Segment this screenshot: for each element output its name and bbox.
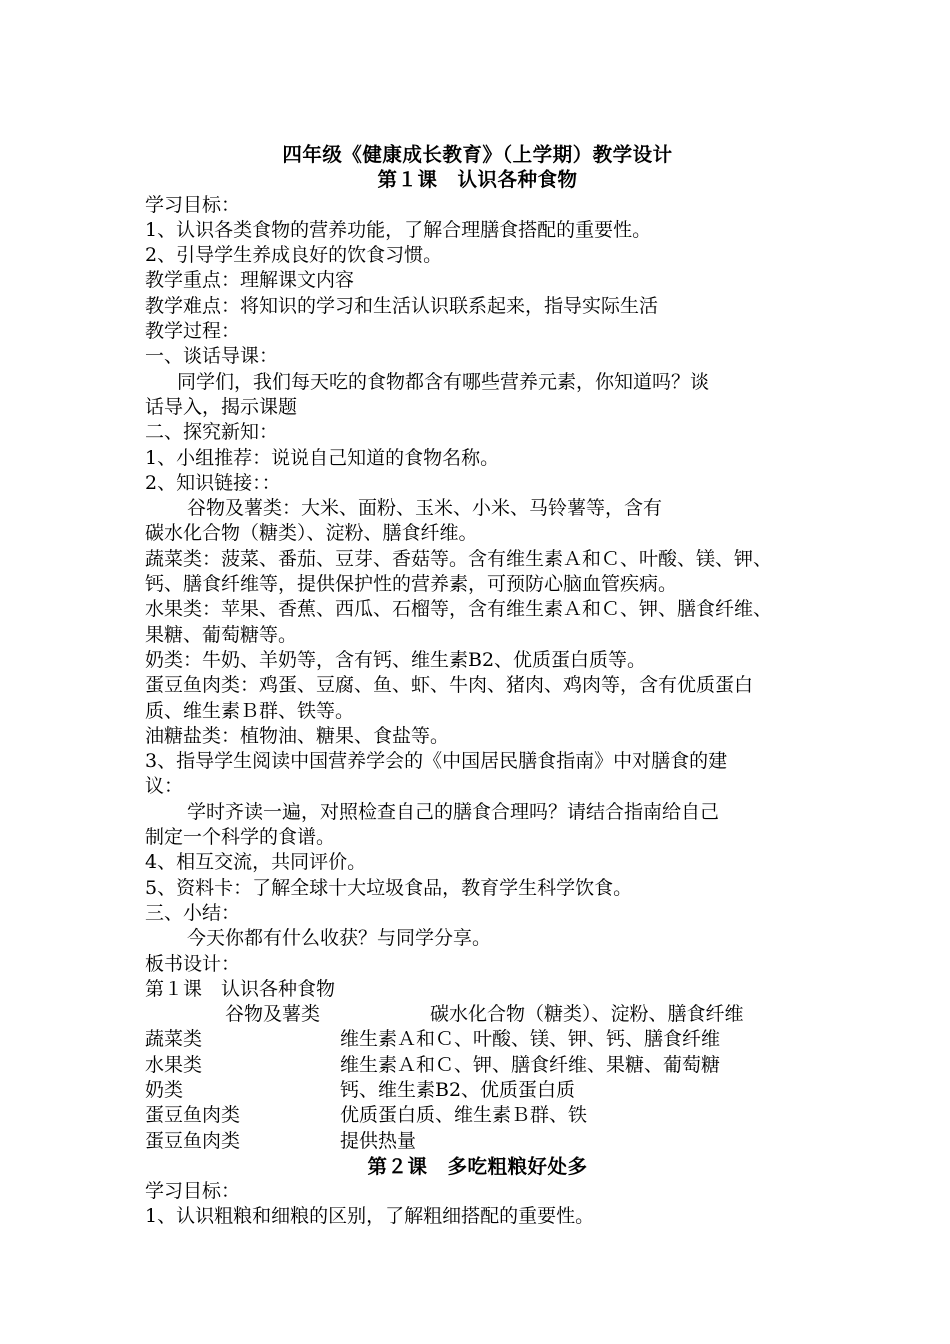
part1-text-line1: 同学们，我们每天吃的食物都含有哪些营养元素，你知道吗？谈	[177, 370, 710, 393]
fruits-line1: 水果类：苹果、香蕉、西瓜、石榴等，含有维生素Ａ和Ｃ、钾、膳食纤维、	[145, 598, 773, 621]
board-label: 板书设计：	[145, 952, 241, 975]
board-row-nutrients: 维生素Ａ和Ｃ、钾、膳食纤维、果糖、葡萄糖	[340, 1053, 721, 1076]
step-3-text-line2: 制定一个科学的食谱。	[145, 826, 336, 849]
document-title: 四年级《健康成长教育》（上学期）教学设计	[282, 143, 673, 166]
oil-line: 油糖盐类：植物油、糖果、食盐等。	[145, 724, 450, 747]
board-row	[145, 1103, 810, 1128]
step-4: 4、相互交流，共同评价。	[145, 851, 367, 874]
part2-label: 二、探究新知：	[145, 421, 279, 444]
board-row-nutrients: 碳水化合物（糖类）、淀粉、膳食纤维	[430, 1003, 744, 1026]
board-row-category: 奶类	[145, 1078, 184, 1101]
vegetables-line1: 蔬菜类：菠菜、番茄、豆芽、香菇等。含有维生素Ａ和Ｃ、叶酸、镁、钾、	[145, 547, 773, 570]
board-row	[145, 1027, 810, 1052]
part1-text-line2: 话导入，揭示课题	[145, 395, 298, 418]
step-1: 1、小组推荐：说说自己知道的食物名称。	[145, 446, 500, 469]
board-row	[145, 1002, 810, 1027]
board-row-category: 蛋豆鱼肉类	[145, 1129, 241, 1152]
board-row-nutrients: 钙、维生素B2、优质蛋白质	[340, 1078, 576, 1101]
protein-line2: 质、维生素Ｂ群、铁等。	[145, 699, 355, 722]
lesson2-heading: 第２课 多吃粗粮好处多	[367, 1154, 588, 1178]
part1-label: 一、谈话导课：	[145, 345, 279, 368]
lesson2-objective-1: 1、认识粗粮和细粮的区别，了解粗细搭配的重要性。	[145, 1205, 595, 1228]
grains-line1: 谷物及薯类：大米、面粉、玉米、小米、马铃薯等，含有	[187, 497, 663, 520]
key-point: 教学重点：理解课文内容	[145, 269, 355, 292]
board-row-category: 蔬菜类	[145, 1028, 203, 1051]
part3-text: 今天你都有什么收获？与同学分享。	[187, 927, 492, 950]
fruits-line2: 果糖、葡萄糖等。	[145, 623, 298, 646]
board-row-nutrients: 优质蛋白质、维生素Ｂ群、铁	[340, 1104, 588, 1127]
document-body	[145, 142, 810, 1230]
protein-line1: 蛋豆鱼肉类：鸡蛋、豆腐、鱼、虾、牛肉、猪肉、鸡肉等，含有优质蛋白	[145, 674, 754, 697]
board-title: 第１课 认识各种食物	[145, 977, 336, 1000]
step-5: 5、资料卡：了解全球十大垃圾食品，教育学生科学饮食。	[145, 876, 633, 899]
grains-line2: 碳水化合物（糖类）、淀粉、膳食纤维。	[145, 522, 478, 545]
board-row-nutrients: 提供热量	[340, 1129, 417, 1152]
lesson2-objectives-label: 学习目标：	[145, 1180, 241, 1203]
objective-2: 2、引导学生养成良好的饮食习惯。	[145, 244, 443, 267]
lesson1-heading: 第１课 认识各种食物	[377, 168, 578, 192]
board-row-nutrients: 维生素Ａ和Ｃ、叶酸、镁、钾、钙、膳食纤维	[340, 1028, 721, 1051]
board-row-category: 水果类	[145, 1053, 203, 1076]
step-3-text-line1: 学时齐读一遍，对照检查自己的膳食合理吗？请结合指南给自己	[187, 800, 720, 823]
objective-1: 1、认识各类食物的营养功能，了解合理膳食搭配的重要性。	[145, 218, 652, 241]
vegetables-line2: 钙、膳食纤维等，提供保护性的营养素，可预防心脑血管疾病。	[145, 573, 678, 596]
board-row	[145, 1129, 810, 1154]
process-label: 教学过程：	[145, 320, 241, 343]
step-3-line1: 3、指导学生阅读中国营养学会的《中国居民膳食指南》中对膳食的建	[145, 750, 728, 773]
board-row	[145, 1053, 810, 1078]
board-row	[145, 1078, 810, 1103]
step-2: 2、知识链接：：	[145, 471, 281, 494]
objectives-label: 学习目标：	[145, 193, 241, 216]
board-row-category: 谷物及薯类	[225, 1003, 321, 1026]
board-row-category: 蛋豆鱼肉类	[145, 1104, 241, 1127]
milk-line: 奶类：牛奶、羊奶等，含有钙、维生素B2、优质蛋白质等。	[145, 648, 647, 671]
part3-label: 三、小结：	[145, 901, 241, 924]
difficulty: 教学难点：将知识的学习和生活认识联系起来，指导实际生活	[145, 294, 659, 317]
step-3-line2: 议：	[145, 775, 184, 798]
